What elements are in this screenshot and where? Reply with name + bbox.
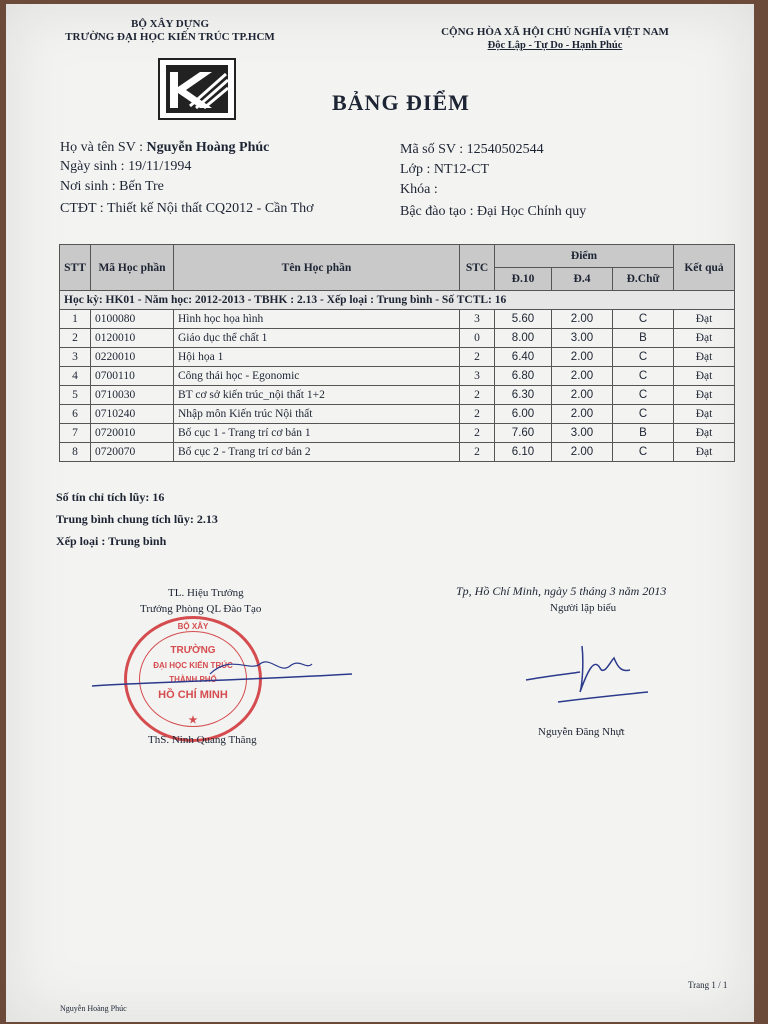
col-stc: STC: [460, 245, 495, 291]
cell-dchu: C: [613, 386, 674, 405]
cell-d4: 2.00: [552, 386, 613, 405]
table-row: [60, 386, 735, 405]
student-pob-label: Nơi sinh :: [60, 179, 116, 194]
stamp-top-text: BỘ XÂY: [177, 622, 209, 631]
cell-d10: 5.60: [495, 310, 552, 329]
student-program: Thiết kế Nội thất CQ2012 - Cần Thơ: [106, 201, 314, 216]
table-row: [60, 310, 735, 329]
col-result: Kết quả: [674, 245, 735, 291]
cell-name: Công thái học - Egonomic: [174, 367, 460, 386]
cell-d10: 6.30: [495, 386, 552, 405]
cell-code: 0710240: [91, 405, 174, 424]
table-row: [60, 443, 735, 462]
cell-code: 0120010: [91, 329, 174, 348]
col-stt: STT: [60, 245, 91, 291]
student-pob: Bến Tre: [119, 179, 164, 194]
cell-stt: 4: [60, 367, 91, 386]
student-level: Đại Học Chính quy: [476, 204, 587, 219]
stamp-line4: HỒ CHÍ MINH: [158, 689, 228, 701]
transcript-paper: [6, 4, 754, 1022]
cell-stc: 2: [460, 348, 495, 367]
semester-summary: Học kỳ: HK01 - Năm học: 2012-2013 - TBHK : 2.13 - Xếp loại : Trung bình - Số TCTL: 16: [60, 291, 735, 310]
table-row: [60, 367, 735, 386]
cell-result: Đạt: [674, 367, 735, 386]
cell-result: Đạt: [674, 310, 735, 329]
cell-result: Đạt: [674, 329, 735, 348]
semester-row: [60, 291, 735, 310]
student-id-row: [400, 142, 544, 158]
col-dchu: Đ.Chữ: [613, 268, 674, 291]
table-row: [60, 424, 735, 443]
cell-d4: 3.00: [552, 329, 613, 348]
cell-d4: 2.00: [552, 310, 613, 329]
cell-code: 0710030: [91, 386, 174, 405]
col-score-group: Điểm: [495, 245, 674, 268]
signature-right: [518, 640, 668, 710]
cell-result: Đạt: [674, 386, 735, 405]
stamp-line1: TRƯỜNG: [170, 645, 216, 656]
table-row: [60, 405, 735, 424]
table-row: [60, 329, 735, 348]
cell-name: Giáo dục thể chất 1: [174, 329, 460, 348]
university-logo: [158, 58, 236, 120]
cell-stt: 8: [60, 443, 91, 462]
cell-stc: 2: [460, 443, 495, 462]
cell-d4: 2.00: [552, 367, 613, 386]
student-name-label: Họ và tên SV :: [60, 140, 143, 155]
cell-stt: 6: [60, 405, 91, 424]
signer-right-name: Nguyễn Đăng Nhựt: [538, 726, 625, 738]
cell-name: Nhập môn Kiến trúc Nội thất: [174, 405, 460, 424]
cell-dchu: C: [613, 348, 674, 367]
cell-stc: 2: [460, 405, 495, 424]
header-motto: Độc Lập - Tự Do - Hạnh Phúc: [487, 40, 623, 51]
cell-stc: 3: [460, 310, 495, 329]
cell-d4: 2.00: [552, 405, 613, 424]
student-level-row: [400, 204, 586, 220]
cell-d10: 6.80: [495, 367, 552, 386]
cell-result: Đạt: [674, 424, 735, 443]
col-d4: Đ.4: [552, 268, 613, 291]
cell-code: 0220010: [91, 348, 174, 367]
cell-d4: 3.00: [552, 424, 613, 443]
student-id-label: Mã số SV :: [400, 142, 464, 157]
student-class: NT12-CT: [433, 162, 490, 177]
cell-d10: 8.00: [495, 329, 552, 348]
student-id: 12540502544: [466, 142, 544, 157]
header-school: TRƯỜNG ĐẠI HỌC KIẾN TRÚC TP.HCM: [65, 31, 275, 43]
summary-credits: Số tín chỉ tích lũy: 16: [56, 490, 165, 504]
cell-dchu: C: [613, 367, 674, 386]
cell-d10: 6.10: [495, 443, 552, 462]
cell-dchu: C: [613, 443, 674, 462]
cell-stc: 3: [460, 367, 495, 386]
cell-name: BT cơ sở kiến trúc_nội thất 1+2: [174, 386, 460, 405]
header-ministry: BỘ XÂY DỰNG: [130, 18, 209, 30]
cell-code: 0100080: [91, 310, 174, 329]
signer-left-line1: TL. Hiệu Trưởng: [168, 587, 244, 599]
cell-stt: 5: [60, 386, 91, 405]
student-program-row: [60, 201, 314, 217]
student-dob: 19/11/1994: [128, 159, 192, 174]
student-program-label: CTĐT :: [60, 201, 104, 216]
page-number: Trang 1 / 1: [688, 980, 728, 990]
cell-d10: 7.60: [495, 424, 552, 443]
cell-stt: 3: [60, 348, 91, 367]
col-code: Mã Học phần: [91, 245, 174, 291]
student-level-label: Bậc đào tạo :: [400, 204, 474, 219]
cell-name: Bố cục 2 - Trang trí cơ bản 2: [174, 443, 460, 462]
signer-left-line2: Trưởng Phòng QL Đào Tạo: [140, 603, 262, 615]
summary-rank: Xếp loại : Trung bình: [56, 534, 167, 548]
cell-stt: 2: [60, 329, 91, 348]
cell-result: Đạt: [674, 443, 735, 462]
signer-left-name: ThS. Ninh Quang Thăng: [148, 734, 257, 746]
cell-stc: 2: [460, 424, 495, 443]
cell-code: 0700110: [91, 367, 174, 386]
cell-dchu: C: [613, 405, 674, 424]
stamp-line3: THÀNH PHỐ: [169, 675, 217, 684]
footer-owner: Nguyễn Hoàng Phúc: [60, 1004, 127, 1013]
student-dob-row: [60, 159, 191, 175]
document-title: BẢNG ĐIỂM: [332, 90, 470, 115]
cell-d10: 6.00: [495, 405, 552, 424]
student-faculty-row: [400, 182, 438, 198]
cell-result: Đạt: [674, 405, 735, 424]
table-row: [60, 348, 735, 367]
cell-stc: 2: [460, 386, 495, 405]
grades-table: [59, 244, 735, 462]
student-faculty-label: Khóa :: [400, 182, 438, 197]
signature-left: [90, 644, 360, 694]
cell-name: Bố cục 1 - Trang trí cơ bản 1: [174, 424, 460, 443]
student-class-row: [400, 162, 489, 178]
col-name: Tên Học phần: [174, 245, 460, 291]
student-class-label: Lớp :: [400, 162, 431, 177]
cell-code: 0720010: [91, 424, 174, 443]
summary-gpa: Trung bình chung tích lũy: 2.13: [56, 512, 218, 526]
header-nation: CỘNG HÒA XÃ HỘI CHỦ NGHĨA VIỆT NAM: [441, 26, 669, 38]
cell-stc: 0: [460, 329, 495, 348]
col-d10: Đ.10: [495, 268, 552, 291]
sign-date: Tp, Hồ Chí Minh, ngày 5 tháng 3 năm 2013: [456, 584, 667, 598]
student-dob-label: Ngày sinh :: [60, 159, 125, 174]
cell-result: Đạt: [674, 348, 735, 367]
stamp-line2: ĐẠI HỌC KIẾN TRÚC: [153, 661, 233, 670]
student-name-row: [60, 140, 269, 156]
cell-code: 0720070: [91, 443, 174, 462]
cell-dchu: B: [613, 424, 674, 443]
signer-right-role: Người lập biểu: [550, 602, 617, 614]
cell-stt: 7: [60, 424, 91, 443]
cell-dchu: C: [613, 310, 674, 329]
student-name: Nguyễn Hoàng Phúc: [146, 140, 270, 155]
cell-name: Hình học họa hình: [174, 310, 460, 329]
cell-d10: 6.40: [495, 348, 552, 367]
cell-dchu: B: [613, 329, 674, 348]
student-pob-row: [60, 179, 164, 195]
cell-stt: 1: [60, 310, 91, 329]
cell-d4: 2.00: [552, 348, 613, 367]
stamp-star-icon: ★: [188, 715, 198, 726]
cell-name: Hội họa 1: [174, 348, 460, 367]
cell-d4: 2.00: [552, 443, 613, 462]
